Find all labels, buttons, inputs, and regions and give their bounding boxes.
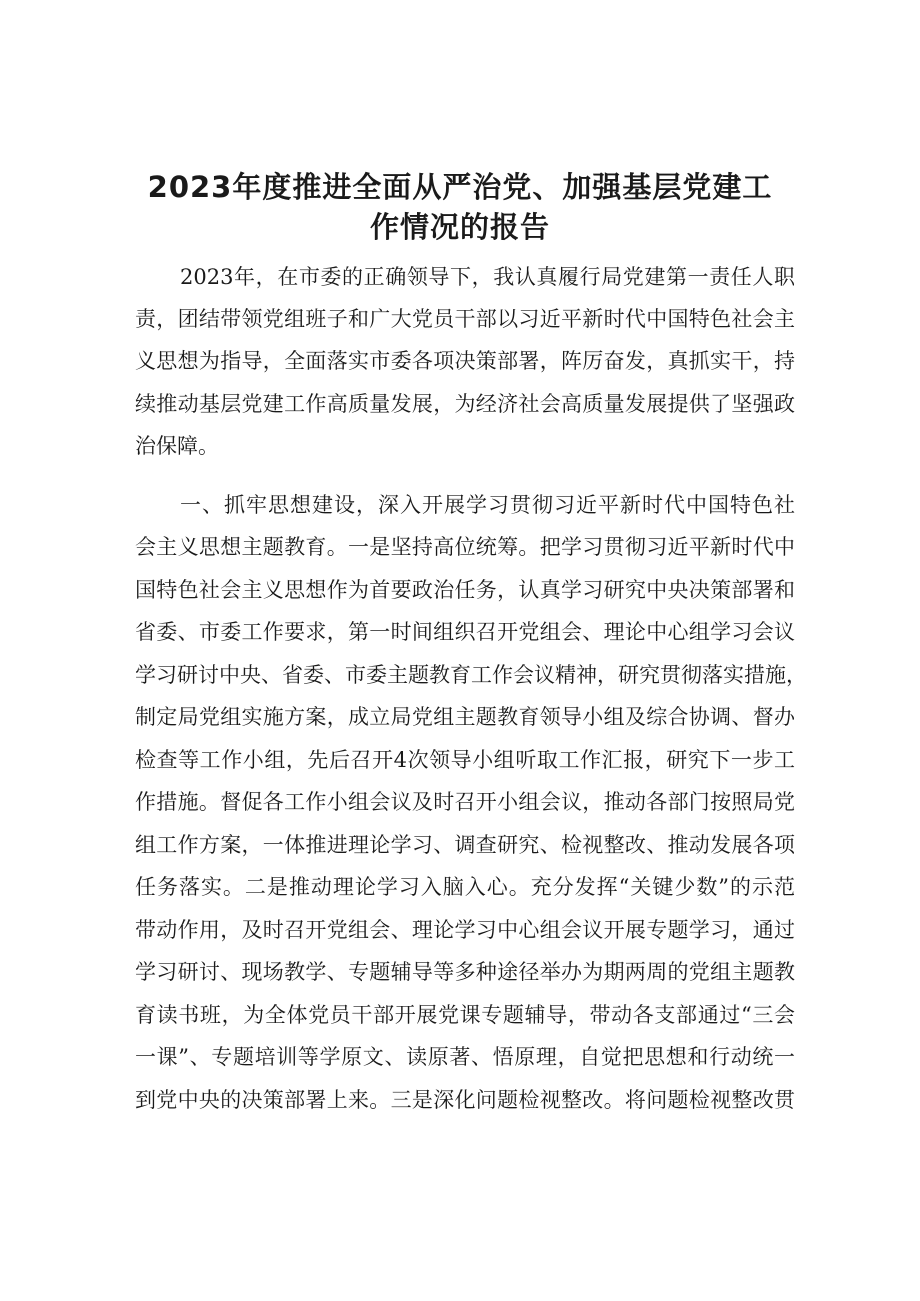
text-line: 到党中央的决策部署上来。三是深化问题检视整改。将问题检视整改贯 [135, 1088, 795, 1112]
text-line: 一、抓牢思想建设，深入开展学习贯彻习近平新时代中国特色社 [180, 493, 795, 517]
document-title-line-2: 作情况的报告 [369, 210, 550, 244]
text-line: 检查等工作小组，先后召开4次领导小组听取工作汇报，研究下一步工 [135, 748, 795, 772]
text-line: 2023年，在市委的正确领导下，我认真履行局党建第一责任人职 [180, 265, 795, 289]
text-line: 国特色社会主义思想作为首要政治任务，认真学习研究中央决策部署和 [135, 578, 795, 602]
text-line: 责，团结带领党组班子和广大党员干部以习近平新时代中国特色社会主 [135, 307, 795, 331]
text-line: 治保障。 [135, 434, 219, 458]
text-line: 义思想为指导，全面落实市委各项决策部署，阵厉奋发，真抓实干，持 [135, 349, 795, 373]
text-line: 带动作用，及时召开党组会、理论学习中心组会议开展专题学习，通过 [135, 918, 795, 942]
document-title-line-1: 2023年度推进全面从严治党、加强基层党建工 [147, 170, 773, 204]
text-line: 育读书班，为全体党员干部开展党课专题辅导，带动各支部通过“三会 [135, 1003, 795, 1027]
text-line: 制定局党组实施方案，成立局党组主题教育领导小组及综合协调、督办 [135, 705, 795, 729]
text-line: 任务落实。二是推动理论学习入脑入心。充分发挥“关键少数”的示范 [135, 875, 795, 899]
text-line: 作措施。督促各工作小组会议及时召开小组会议，推动各部门按照局党 [135, 790, 795, 814]
text-line: 会主义思想主题教育。一是坚持高位统筹。把学习贯彻习近平新时代中 [135, 535, 795, 559]
text-line: 一课”、专题培训等学原文、读原著、悟原理，自觉把思想和行动统一 [135, 1045, 795, 1069]
text-line: 续推动基层党建工作高质量发展，为经济社会高质量发展提供了坚强政 [135, 392, 795, 416]
text-line: 学习研讨、现场教学、专题辅导等多种途径举办为期两周的党组主题教 [135, 960, 795, 984]
text-line: 学习研讨中央、省委、市委主题教育工作会议精神，研究贯彻落实措施， [135, 663, 807, 687]
text-line: 省委、市委工作要求，第一时间组织召开党组会、理论中心组学习会议 [135, 620, 795, 644]
text-line: 组工作方案，一体推进理论学习、调查研究、检视整改、推动发展各项 [135, 833, 795, 857]
